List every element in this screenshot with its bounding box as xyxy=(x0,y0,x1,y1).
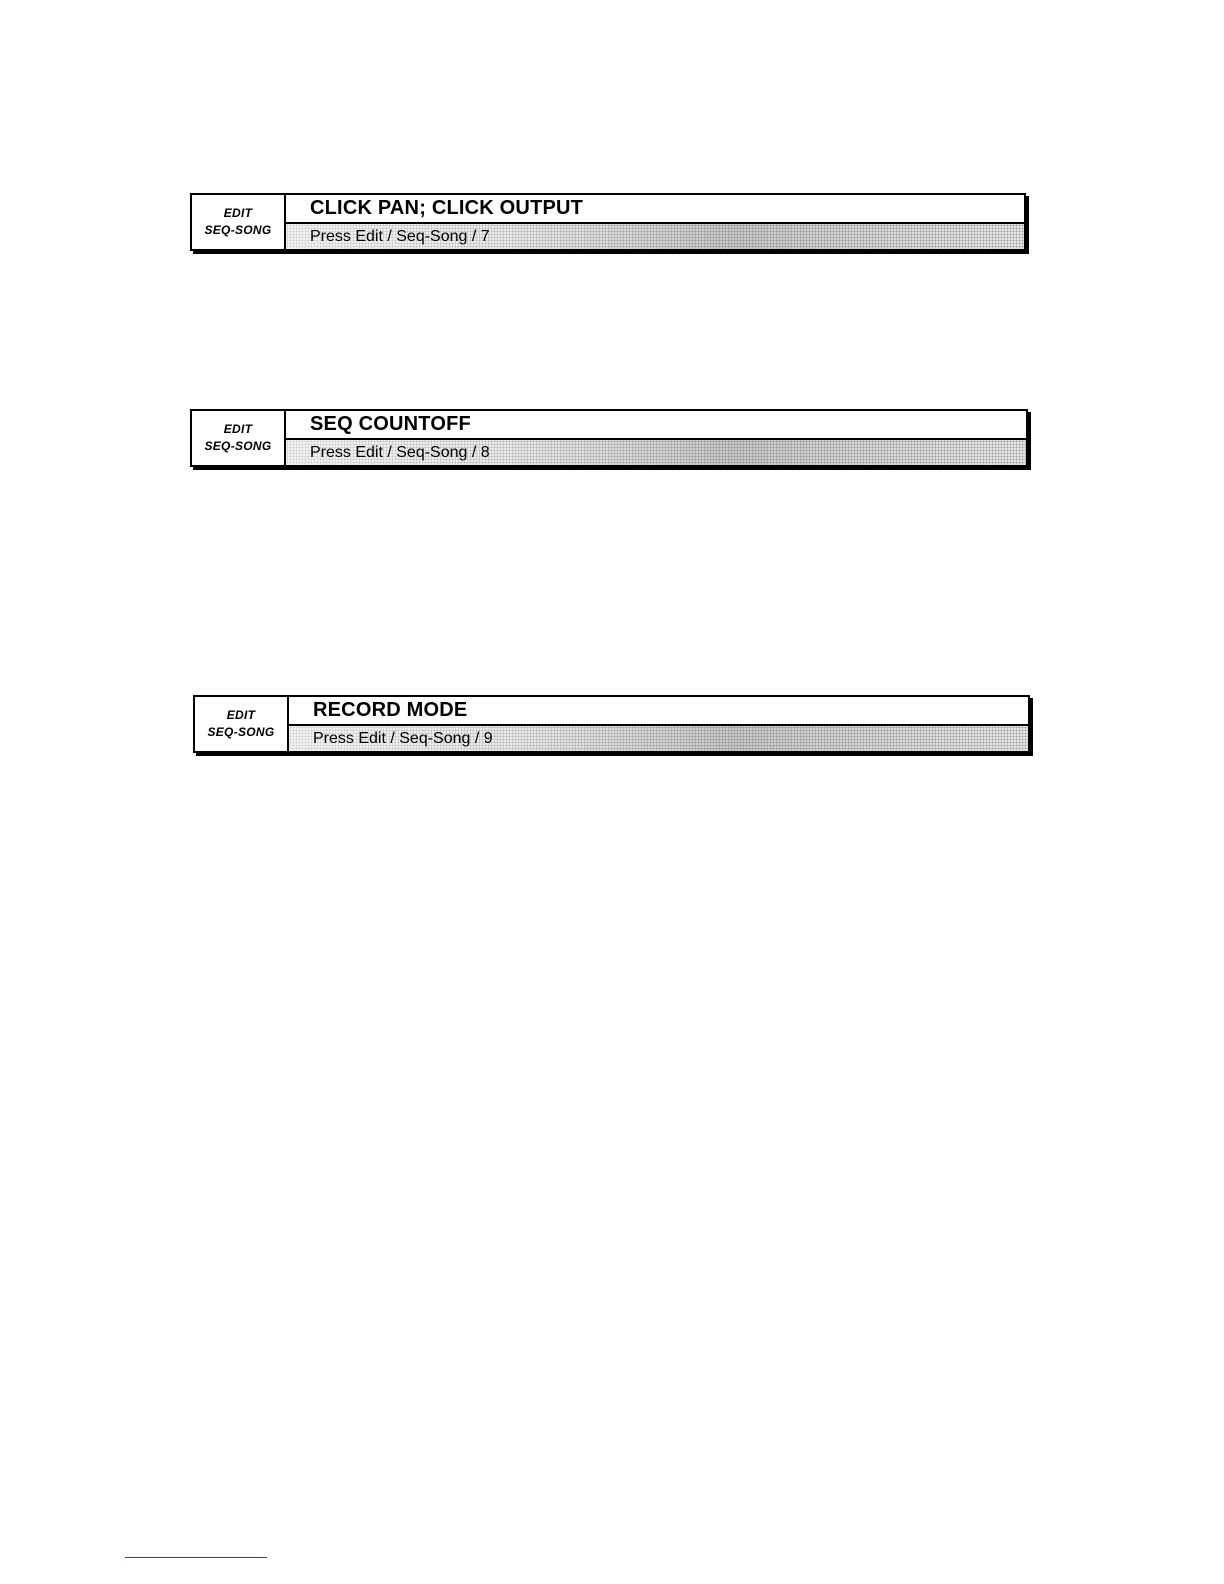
mode-tag xyxy=(192,411,286,465)
mode-tag xyxy=(192,195,286,249)
param-box-click-pan xyxy=(190,193,1026,251)
mode-tag-seq-song: SEQ-SONG xyxy=(204,223,272,237)
param-instruction-text: Press Edit / Seq-Song / 9 xyxy=(313,729,493,747)
param-instruction xyxy=(289,726,1028,751)
param-title: CLICK PAN; CLICK OUTPUT xyxy=(286,195,1024,224)
param-main xyxy=(286,195,1024,249)
param-instruction xyxy=(286,224,1024,249)
mode-tag-edit: EDIT xyxy=(226,708,256,722)
mode-tag-seq-song: SEQ-SONG xyxy=(204,439,272,453)
param-title: RECORD MODE xyxy=(289,697,1028,726)
param-instruction-text: Press Edit / Seq-Song / 8 xyxy=(310,443,490,461)
param-box-seq-countoff xyxy=(190,409,1028,467)
param-box-record-mode xyxy=(193,695,1030,753)
mode-tag xyxy=(195,697,289,751)
mode-tag-edit: EDIT xyxy=(223,422,253,436)
param-instruction-text: Press Edit / Seq-Song / 7 xyxy=(310,227,490,245)
param-instruction xyxy=(286,440,1026,465)
mode-tag-edit: EDIT xyxy=(223,206,253,220)
param-main xyxy=(289,697,1028,751)
param-main xyxy=(286,411,1026,465)
param-title: SEQ COUNTOFF xyxy=(286,411,1026,440)
mode-tag-seq-song: SEQ-SONG xyxy=(207,725,275,739)
footnote-rule xyxy=(125,1557,267,1558)
